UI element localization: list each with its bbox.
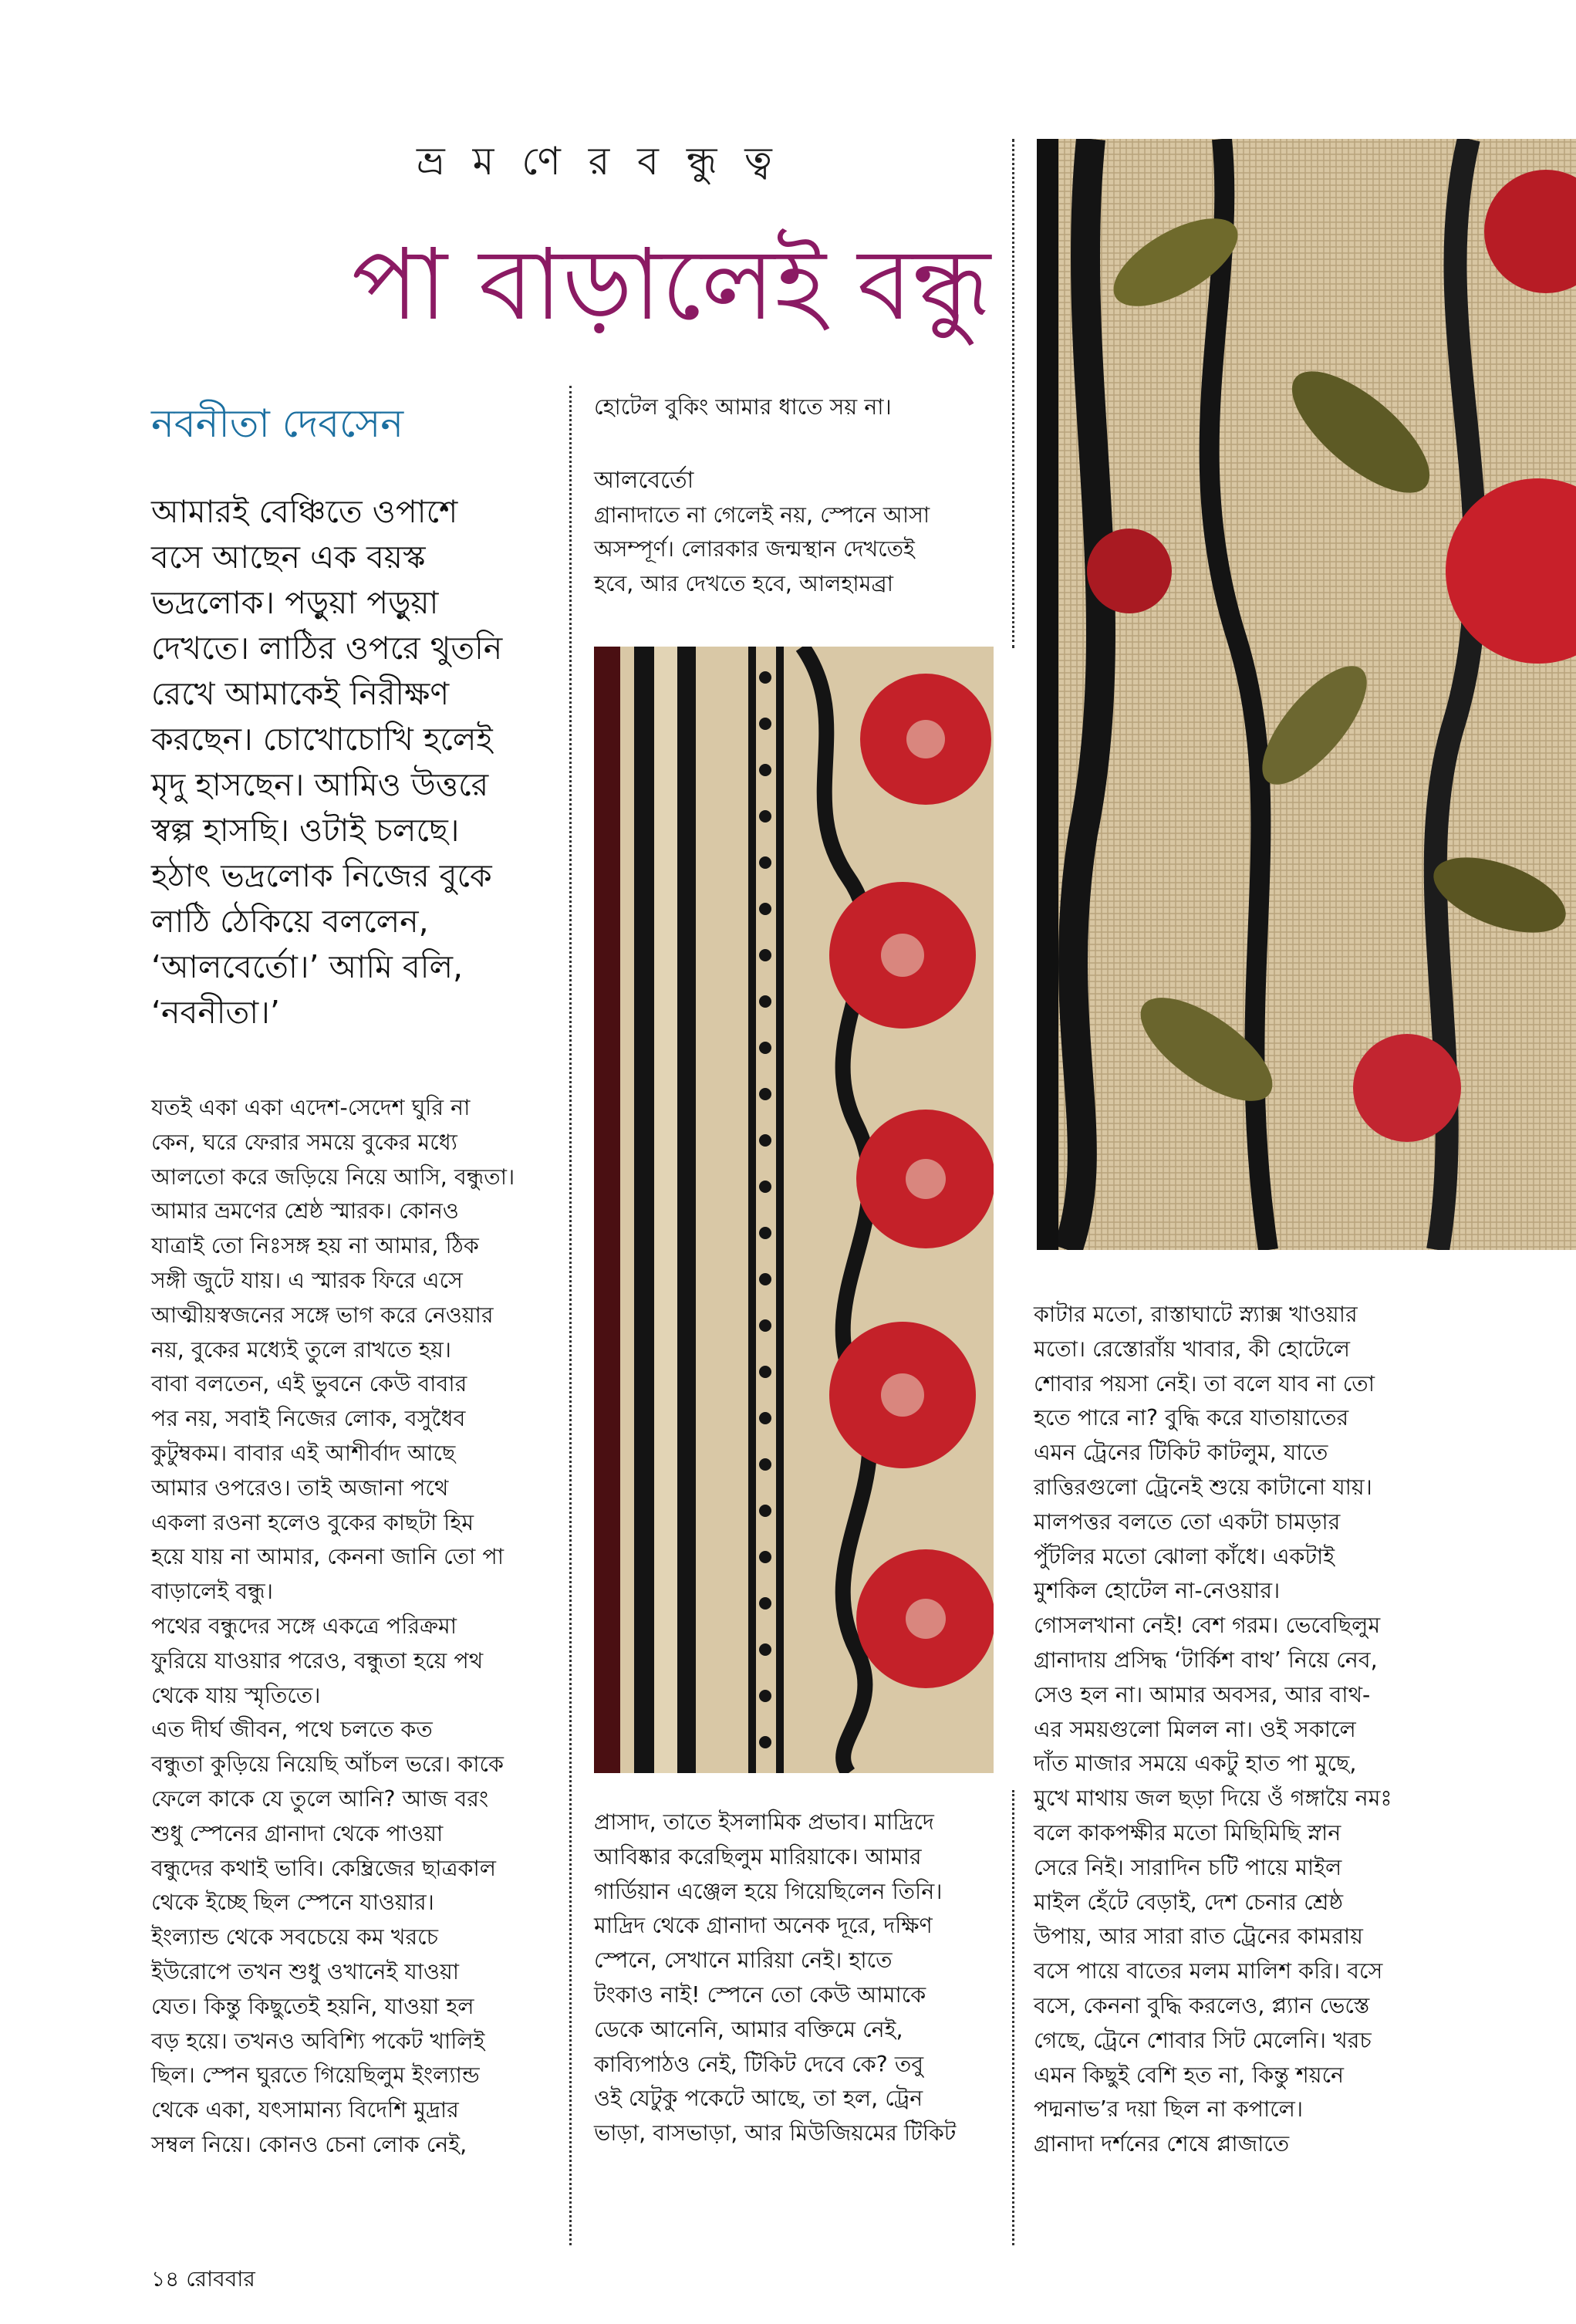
lead-paragraph (151, 489, 583, 1035)
body-column-2-top (594, 390, 995, 602)
column-rule-left (569, 386, 572, 2245)
page-folio: ১৪ রোববার (151, 2266, 255, 2292)
textile-photo-large (1037, 139, 1576, 1250)
column-3-text: কাটার মতো, রাস্তাঘাটে স্ন্যাক্স খাওয়ার মতো। রেস্তোরাঁয় খাবার, কী হোটেলে শোবার পয়সা নেই। তা বলে যাব না তো হতে পারে না? বুদ্ধি করে যাতায়াতের এমন ট্রেনের টিকিট কাটলুম, যাতে রাত্তিরগুলো ট্রেনেই শুয়ে কাটানো যায়। মালপত্তর বলতে তো একটা চামড়ার পুঁটলির মতো ঝোলা কাঁধে। একটাই মুশকিল হোটেল না-নেওয়ার। গোসলখানা নেই! বেশ গরম। ভেবেছিলুম গ্রানাদায় প্রসিদ্ধ ‘টার্কিশ বাথ’ নিয়ে নেব, সেও হল না। আমার অবসর, আর বাথ- এর সময়গুলো মিলল না। ওই সকালে দাঁত মাজার সময়ে একটু হাত পা মুছে, মুখে মাথায় জল ছড়া দিয়ে ওঁ গঙ্গায়ৈ নমঃ বলে কাকপক্ষীর মতো মিছিমিছি স্নান সেরে নিই। সারাদিন চটি পায়ে মাইল মাইল হেঁটে বেড়াই, দেশ চেনার শ্রেষ্ঠ উপায়, আর সারা রাত ট্রেনের কামরায় বসে পায়ে বাতের মলম মালিশ করি। বসে বসে, কেননা বুদ্ধি করলেও, প্ল্যান ভেস্তে গেছে, ট্রেনে শোবার সিট মেলেনি। খরচ এমন কিছুই বেশি হত না, কিন্তু শয়নে পদ্মনাভ’র দয়া ছিল না কপালে। গ্রানাদা দর্শনের শেষে প্লাজাতে (1034, 1302, 1392, 2157)
body-column-2-bottom (594, 1805, 995, 2151)
textile-photo-border (594, 647, 994, 1773)
photo-caption-text: গ্রানাদাতে না গেলেই নয়, স্পেনে আসা অসম্পূর্ণ। লোরকার জন্মস্থান দেখতেই হবে, আর দেখতে হবে, আলহামব্রা (594, 502, 930, 597)
author-byline: নবনীতা দেবসেন (151, 401, 404, 446)
photo-caption-title: আলবের্তো (594, 466, 694, 494)
section-kicker: ভ্র ম ণে র ব ন্ধু ত্ব (417, 139, 780, 184)
column-rule-right-top (1012, 139, 1014, 648)
column-2-top-line: হোটেল বুকিং আমার ধাতে সয় না। (594, 394, 892, 420)
spacer (594, 425, 995, 464)
body-column-3 (1034, 1298, 1466, 2162)
column-1-text: যতই একা একা এদেশ-সেদেশ ঘুরি না কেন, ঘরে ফেরার সময়ে বুকের মধ্যে আলতো করে জড়িয়ে নিয়ে আসি, বন্ধুতা। আমার ভ্রমণের শ্রেষ্ঠ স্মারক। কোনও যাত্রাই তো নিঃসঙ্গ হয় না আমার, ঠিক সঙ্গী জুটে যায়। এ স্মারক ফিরে এসে আত্মীয়স্বজনের সঙ্গে ভাগ করে নেওয়ার নয়, বুকের মধ্যেই তুলে রাখতে হয়। বাবা বলতেন, এই ভুবনে কেউ বাবার পর নয়, সবাই নিজের লোক, বসুধৈব কুটুম্বকম। বাবার এই আশীর্বাদ আছে আমার ওপরেও। তাই অজানা পথে একলা রওনা হলেও বুকের কাছটা হিম হয়ে যায় না আমার, কেননা জানি তো পা বাড়ালেই বন্ধু। পথের বন্ধুদের সঙ্গে একত্রে পরিক্রমা ফুরিয়ে যাওয়ার পরেও, বন্ধুতা হয়ে পথ থেকে যায় স্মৃতিতে। এত দীর্ঘ জীবন, পথে চলতে কত বন্ধুতা কুড়িয়ে নিয়েছি আঁচল ভরে। কাকে ফেলে কাকে যে তুলে আনি? আজ বরং শুধু স্পেনের গ্রানাদা থেকে পাওয়া বন্ধুদের কথাই ভাবি। কেম্ব্রিজের ছাত্রকাল থেকে ইচ্ছে ছিল স্পেনে যাওয়ার। ইংল্যান্ড থেকে সবচেয়ে কম খরচে ইউরোপে তখন শুধু ওখানেই যাওয়া যেত। কিন্তু কিছুতেই হয়নি, যাওয়া হল বড় হয়ে। তখনও অবিশ্যি পকেট খালিই ছিল। স্পেন ঘুরতে গিয়েছিলুম ইংল্যান্ড থেকে একা, যৎসামান্য বিদেশি মুদ্রার সম্বল নিয়ে। কোনও চেনা লোক নেই, (151, 1095, 515, 2157)
textile-illustration-border (594, 647, 994, 1773)
textile-illustration-large (1037, 139, 1576, 1250)
lead-text: আমারই বেঞ্চিতে ওপাশে বসে আছেন এক বয়স্ক ভদ্রলোক। পড়ুয়া পড়ুয়া দেখতে। লাঠির ওপরে থুতনি রেখে আমাকেই নিরীক্ষণ করছেন। চোখোচোখি হলেই মৃদু হাসছেন। আমিও উত্তরে স্বল্প হাসছি। ওটাই চলছে। হঠাৎ ভদ্রলোক নিজের বুকে লাঠি ঠেকিয়ে বললেন, ‘আলবের্তো।’ আমি বলি, ‘নবনীতা।’ (151, 493, 503, 1031)
body-column-1 (151, 1091, 552, 2163)
article-headline: পা বাড়ালেই বন্ধু (351, 228, 991, 343)
column-2-bottom-text: প্রাসাদ, তাতে ইসলামিক প্রভাব। মাদ্রিদে আবিষ্কার করেছিলুম মারিয়াকে। আমার গার্ডিয়ান এঞ্জেল হয়ে গিয়েছিলেন তিনি। মাদ্রিদ থেকে গ্রানাদা অনেক দূরে, দক্ষিণ স্পেনে, সেখানে মারিয়া নেই। হাতে টংকাও নাই! স্পেনে তো কেউ আমাকে ডেকে আনেনি, আমার বক্তিমে নেই, কাব্যিপাঠও নেই, টিকিট দেবে কে? তবু ওই যেটুকু পকেটে আছে, তা হল, ট্রেন ভাড়া, বাসভাড়া, আর মিউজিয়মের টিকিট (594, 1809, 957, 2147)
column-rule-right-bottom (1012, 1790, 1014, 2245)
